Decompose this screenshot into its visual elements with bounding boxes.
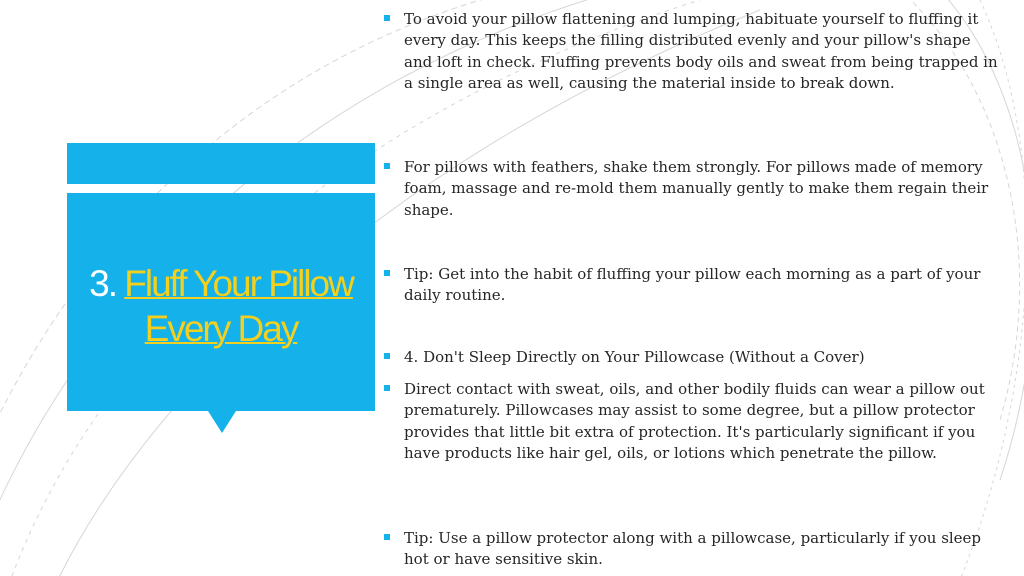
list-item-text: 4. Don't Sleep Directly on Your Pillowcase (Without a Cover)	[404, 348, 865, 366]
list-item	[383, 379, 1003, 465]
slide-title	[67, 261, 375, 351]
title-box-pointer	[208, 411, 236, 433]
title-number: 3.	[89, 263, 125, 304]
square-bullet-icon	[384, 15, 390, 21]
list-item-text: To avoid your pillow flattening and lumping, habituate yourself to fluffing it every day. This keeps the filling distributed evenly and your pillow's shape and loft in check. Fluffing prevents body oils and sweat from being trapped in a single area as well, causing the material inside to break down.	[404, 10, 998, 93]
square-bullet-icon	[384, 353, 390, 359]
list-item	[383, 528, 1003, 571]
square-bullet-icon	[384, 163, 390, 169]
title-box	[67, 193, 375, 411]
list-item	[383, 9, 1003, 95]
list-item-text: Direct contact with sweat, oils, and other bodily fluids can wear a pillow out prematurely. Pillowcases may assist to some degree, but a pillow protector provides that little bit extra of protection. It's particularly significant if you have products like hair gel, oils, or lotions which penetrate the pillow.	[404, 380, 985, 463]
accent-top-bar	[67, 143, 375, 184]
list-item	[383, 157, 1003, 221]
list-item-text: For pillows with feathers, shake them strongly. For pillows made of memory foam, massage and re-mold them manually gently to make them regain their shape.	[404, 158, 989, 219]
square-bullet-icon	[384, 534, 390, 540]
square-bullet-icon	[384, 385, 390, 391]
list-item-text: Tip: Get into the habit of fluffing your pillow each morning as a part of your daily routine.	[404, 265, 981, 305]
list-item	[383, 347, 1003, 368]
square-bullet-icon	[384, 270, 390, 276]
list-item	[383, 264, 1003, 307]
list-item-text: Tip: Use a pillow protector along with a pillowcase, particularly if you sleep hot or have sensitive skin.	[404, 529, 982, 569]
title-link[interactable]: Fluff Your Pillow Every Day	[124, 263, 353, 349]
